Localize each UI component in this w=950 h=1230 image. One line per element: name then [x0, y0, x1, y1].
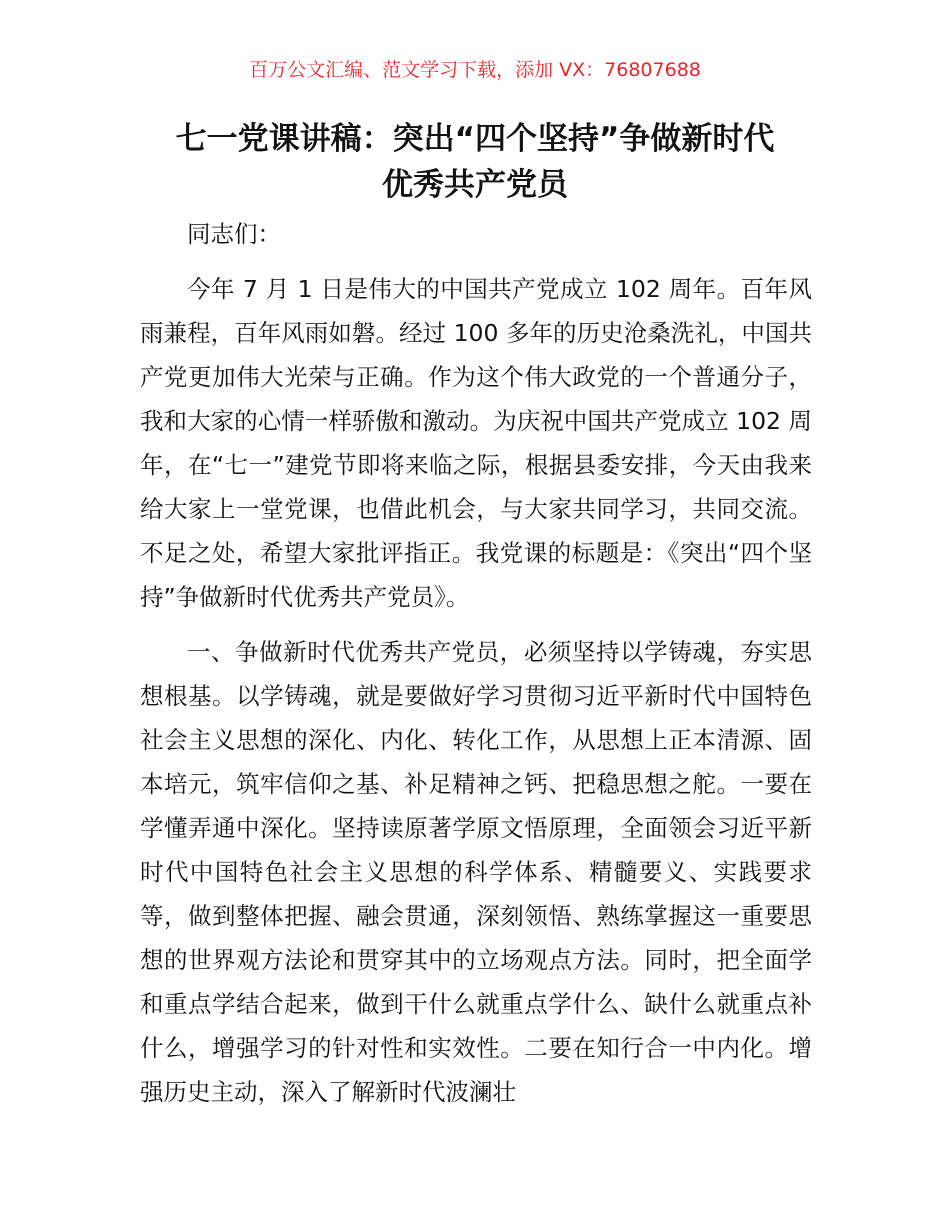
document-body: [140, 212, 812, 1125]
paragraph-section-1: 一、争做新时代优秀共产党员，必须坚持以学铸魂，夯实思想根基。以学铸魂，就是要做好学习贯彻习近平新时代中国特色社会主义思想的深化、内化、转化工作，从思想上正本清源、固本培元，筑牢信仰之基、补足精神之钙、把稳思想之舵。一要在学懂弄通中深化。坚持读原著学原文悟原理，全面领会习近平新时代中国特色社会主义思想的科学体系、精髓要义、实践要求等，做到整体把握、融会贯通，深刻领悟、熟练掌握这一重要思想的世界观方法论和贯穿其中的立场观点方法。同时，把全面学和重点学结合起来，做到干什么就重点学什么、缺什么就重点补什么，增强学习的针对性和实效性。二要在知行合一中内化。增强历史主动，深入了解新时代波澜壮: [140, 638, 812, 1106]
title-line-1: 七一党课讲稿：突出“四个坚持”争做新时代: [175, 121, 775, 157]
greeting: 同志们：: [187, 220, 281, 248]
title-line-2: 优秀共产党员: [382, 167, 568, 203]
paragraph-intro: 今年 7 月 1 日是伟大的中国共产党成立 102 周年。百年风雨兼程，百年风雨如磐。经过 100 多年的历史沧桑洗礼，中国共产党更加伟大光荣与正确。作为这个伟大政党的一个普通分子，我和大家的心情一样骄傲和激动。为庆祝中国共产党成立 102 周年，在“七一”建党节即将来临之际，根据县委安排，今天由我来给大家上一堂党课，也借此机会，与大家共同学习，共同交流。不足之处，希望大家批评指正。我党课的标题是：《突出“四个坚持”争做新时代优秀共产党员》。: [140, 275, 812, 611]
promo-header: 百万公文汇编、范文学习下载，添加 VX：76807688: [249, 59, 701, 81]
document-title: [110, 116, 840, 208]
